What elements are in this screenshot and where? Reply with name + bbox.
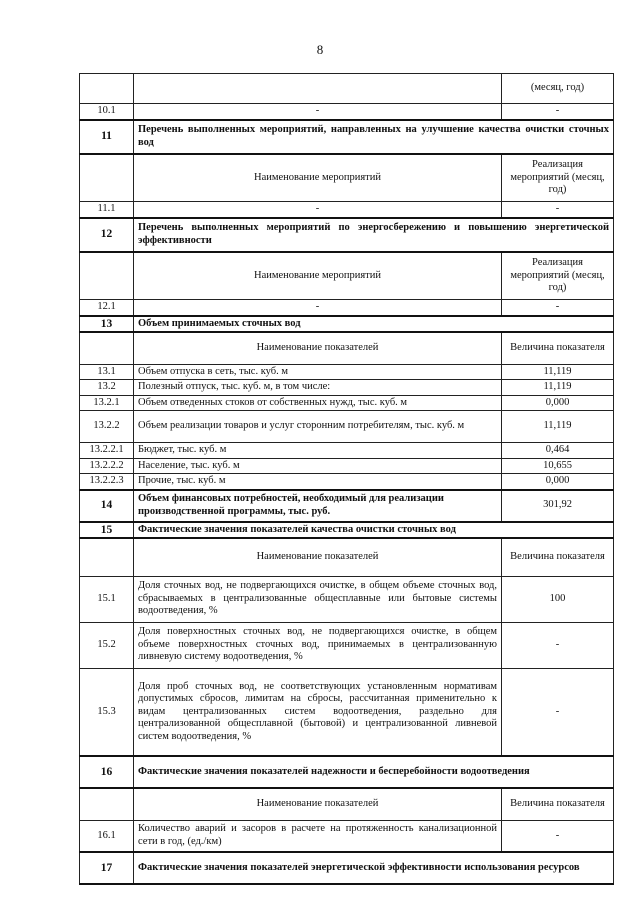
section-number: 15 [80,522,134,539]
column-header-name: Наименование мероприятий [134,154,502,202]
row-value: 0,000 [502,474,614,490]
section-title: Фактические значения показателей энергетической эффективности использования ресурсов [134,852,614,884]
row-number: 13.2.1 [80,395,134,411]
table-row [80,474,614,490]
row-number: 13.2.2 [80,411,134,443]
row-number [80,154,134,202]
section-row [80,522,614,539]
row-number: 15.2 [80,622,134,668]
row-number [80,332,134,364]
section-row [80,120,614,154]
row-name: Доля сточных вод, не подвергающихся очистке, в общем объеме сточных вод, сбрасываемых в централизованные общесплавные или бытовые системы водоотведения, % [134,576,502,622]
row-value: 100 [502,576,614,622]
column-header-value: Величина показателя [502,788,614,820]
table-row [80,622,614,668]
column-header-row [80,788,614,820]
row-name: Объем реализации товаров и услуг сторонним потребителям, тыс. куб. м [134,411,502,443]
section-number: 16 [80,756,134,788]
section-value: 301,92 [502,490,614,522]
table-row [80,443,614,459]
column-header-name: Наименование показателей [134,788,502,820]
section-number: 14 [80,490,134,522]
table-row [80,380,614,396]
row-value: - [502,668,614,756]
row-value: 11,119 [502,364,614,380]
row-value: - [502,202,614,218]
row-name: Бюджет, тыс. куб. м [134,443,502,459]
table-row [80,820,614,852]
section-number: 12 [80,218,134,252]
row-value: 11,119 [502,380,614,396]
row-name: Полезный отпуск, тыс. куб. м, в том числе: [134,380,502,396]
section-title: Перечень выполненных мероприятий, направленных на улучшение качества очистки сточных вод [134,120,614,154]
row-number: 13.1 [80,364,134,380]
section-row [80,756,614,788]
row-number: 13.2.2.3 [80,474,134,490]
row-name [134,74,502,104]
row-value: (месяц, год) [502,74,614,104]
column-header-value: Реализация мероприятий (месяц, год) [502,252,614,300]
row-name: Объем отпуска в сеть, тыс. куб. м [134,364,502,380]
table-row [80,202,614,218]
column-header-row [80,332,614,364]
column-header-value: Реализация мероприятий (месяц, год) [502,154,614,202]
table-row [80,411,614,443]
report-table [79,73,614,885]
row-name: Количество аварий и засоров в расчете на протяженность канализационной сети в год, (ед./км) [134,820,502,852]
row-name: Прочие, тыс. куб. м [134,474,502,490]
row-name: Доля поверхностных сточных вод, не подвергающихся очистке, в общем объеме поверхностных сточных вод, принимаемых в централизованную ливневую систему водоотведения, % [134,622,502,668]
section-title: Объем принимаемых сточных вод [134,316,614,333]
row-value: - [502,622,614,668]
row-number: 15.1 [80,576,134,622]
column-header-name: Наименование показателей [134,538,502,576]
row-name: Объем отведенных стоков от собственных нужд, тыс. куб. м [134,395,502,411]
section-row [80,316,614,333]
row-number: 12.1 [80,300,134,316]
column-header-name: Наименование показателей [134,332,502,364]
row-number: 13.2.2.2 [80,458,134,474]
row-name: - [134,300,502,316]
section-row [80,490,614,522]
row-number [80,252,134,300]
row-number: 11.1 [80,202,134,218]
row-number: 13.2.2.1 [80,443,134,459]
column-header-value: Величина показателя [502,332,614,364]
column-header-name: Наименование мероприятий [134,252,502,300]
row-number [80,74,134,104]
row-value: - [502,104,614,120]
table-row [80,576,614,622]
table-row [80,395,614,411]
row-value: - [502,820,614,852]
table-row [80,74,614,104]
section-row [80,852,614,884]
row-name: Доля проб сточных вод, не соответствующих установленным нормативам допустимых сбросов, лимитам на сбросы, рассчитанная применительно к видам централизованных систем водоотведения, раздельно для централизованной общесплавной (бытовой) и централизованной ливневой систем водоотведения, % [134,668,502,756]
row-number [80,788,134,820]
row-name: Население, тыс. куб. м [134,458,502,474]
section-title: Фактические значения показателей качества очистки сточных вод [134,522,614,539]
page-number: 8 [316,42,324,57]
table-row [80,104,614,120]
section-number: 13 [80,316,134,333]
row-number: 13.2 [80,380,134,396]
section-title: Объем финансовых потребностей, необходимый для реализации производственной программы, тыс. руб. [134,490,502,522]
row-value: 0,464 [502,443,614,459]
row-value: - [502,300,614,316]
column-header-value: Величина показателя [502,538,614,576]
table-row [80,458,614,474]
row-value: 10,655 [502,458,614,474]
row-value: 0,000 [502,395,614,411]
column-header-row [80,538,614,576]
row-value: 11,119 [502,411,614,443]
section-row [80,218,614,252]
column-header-row [80,154,614,202]
section-title: Перечень выполненных мероприятий по энергосбережению и повышению энергетической эффективности [134,218,614,252]
row-name: - [134,202,502,218]
section-number: 17 [80,852,134,884]
row-number: 15.3 [80,668,134,756]
table-row [80,300,614,316]
row-number: 16.1 [80,820,134,852]
column-header-row [80,252,614,300]
section-title: Фактические значения показателей надежности и бесперебойности водоотведения [134,756,614,788]
table-row [80,364,614,380]
table-row [80,668,614,756]
row-number [80,538,134,576]
row-number: 10.1 [80,104,134,120]
row-name: - [134,104,502,120]
section-number: 11 [80,120,134,154]
